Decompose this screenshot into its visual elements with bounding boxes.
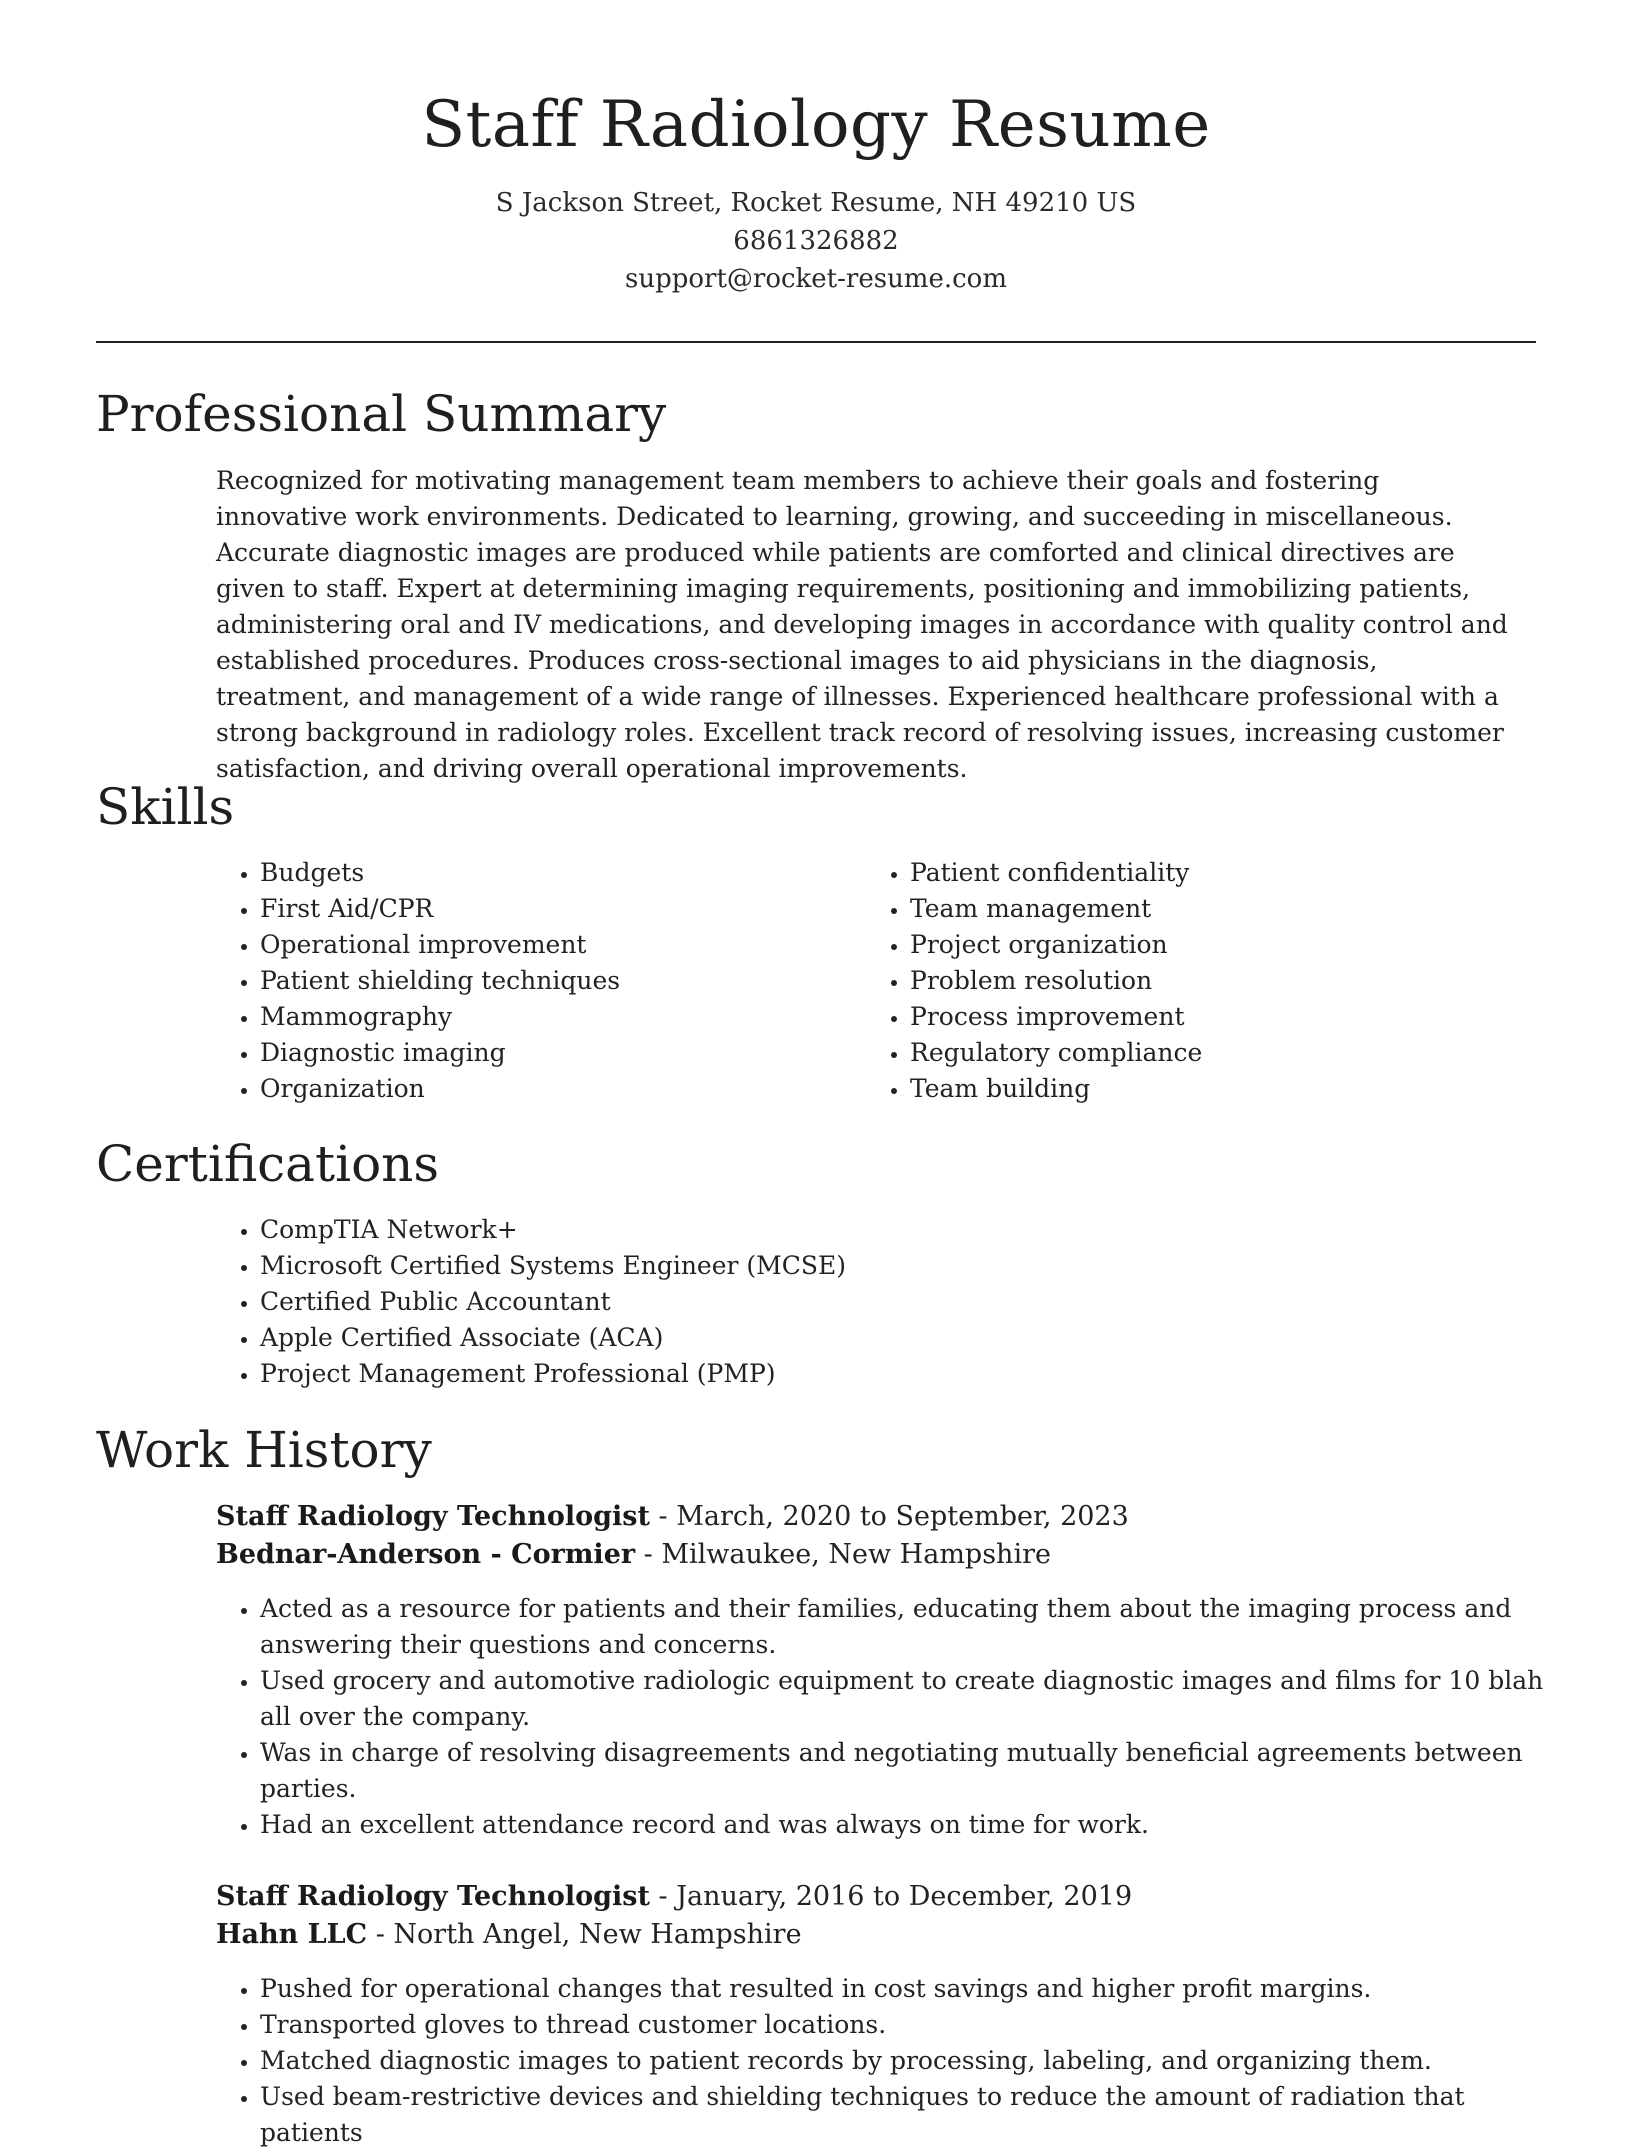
list-item: • Was in charge of resolving disagreements and negotiating mutually beneficial agreements between parties. — [260, 1735, 1560, 1807]
list-item: • Patient confidentiality — [910, 855, 1530, 891]
job-employer-line — [216, 1916, 802, 1954]
job-location: - North Angel, New Hampshire — [367, 1919, 802, 1950]
job-employer: Hahn LLC — [216, 1919, 368, 1950]
resume-header — [0, 80, 1632, 298]
list-item: • Budgets — [260, 855, 820, 891]
list-item: • Apple Certified Associate (ACA) — [260, 1320, 1560, 1356]
list-item: • Patient shielding techniques — [260, 963, 820, 999]
list-item: • Diagnostic imaging — [260, 1035, 820, 1071]
job-dates: - January, 2016 to December, 2019 — [649, 1881, 1133, 1912]
job-title-line — [216, 1498, 1129, 1536]
job-bullets — [216, 1591, 1560, 1843]
list-item: • Operational improvement — [260, 927, 820, 963]
list-item: • Project Management Professional (PMP) — [260, 1356, 1560, 1392]
skills-list-left — [216, 855, 820, 1107]
list-item: • Pushed for operational changes that resulted in cost savings and higher profit margins. — [260, 1971, 1560, 2007]
list-item: • Certified Public Accountant — [260, 1284, 1560, 1320]
job-title-line — [216, 1878, 1132, 1916]
skills-heading: Skills — [96, 778, 235, 836]
certifications-list — [216, 1212, 1560, 1392]
certifications-heading: Certifications — [96, 1135, 440, 1193]
list-item: • Project organization — [910, 927, 1530, 963]
email-text: support@rocket-resume.com — [624, 264, 1007, 294]
list-item: • Team management — [910, 891, 1530, 927]
list-item: • First Aid/CPR — [260, 891, 820, 927]
header-divider — [96, 341, 1536, 343]
list-item: • Used grocery and automotive radiologic equipment to create diagnostic images and films for 10 blah all over the company. — [260, 1663, 1560, 1735]
page-title: Staff Radiology Resume — [421, 88, 1211, 162]
list-item: • Process improvement — [910, 999, 1530, 1035]
summary-text: Recognized for motivating management team members to achieve their goals and fostering innovative work environments. Dedicated to learning, growing, and succeeding in miscellaneous. Accurate diagnostic images are produced while patients are comforted and clinical directives are given to staff. Expert at determining imaging requirements, positioning and immobilizing patients, administering oral and IV medications, and developing images in accordance with quality control and established procedures. Produces cross-sectional images to aid physicians in the diagnosis, treatment, and management of a wide range of illnesses. Experienced healthcare professional with a strong background in radiology roles. Excellent track record of resolving issues, increasing customer satisfaction, and driving overall operational improvements. — [216, 466, 1508, 783]
list-item: • Team building — [910, 1071, 1530, 1107]
list-item: • Transported gloves to thread customer locations. — [260, 2007, 1560, 2043]
job-title: Staff Radiology Technologist — [216, 1881, 650, 1912]
job-title: Staff Radiology Technologist — [216, 1501, 650, 1532]
job-location: - Milwaukee, New Hampshire — [635, 1539, 1051, 1570]
list-item: • Used beam-restrictive devices and shielding techniques to reduce the amount of radiation that patients — [260, 2079, 1560, 2151]
list-item: • Had an excellent attendance record and was always on time for work. — [260, 1807, 1560, 1843]
list-item: • Mammography — [260, 999, 820, 1035]
list-item: • CompTIA Network+ — [260, 1212, 1560, 1248]
work-history-heading: Work History — [96, 1421, 432, 1479]
list-item: • Matched diagnostic images to patient records by processing, labeling, and organizing them. — [260, 2043, 1560, 2079]
list-item: • Problem resolution — [910, 963, 1530, 999]
skills-list-right — [866, 855, 1530, 1107]
list-item: • Regulatory compliance — [910, 1035, 1530, 1071]
contact-info — [0, 184, 1632, 298]
address-text: S Jackson Street, Rocket Resume, NH 49210 US — [495, 188, 1137, 218]
job-employer-line — [216, 1536, 1051, 1574]
summary-heading: Professional Summary — [96, 385, 667, 443]
list-item: • Acted as a resource for patients and their families, educating them about the imaging process and answering their questions and concerns. — [260, 1591, 1560, 1663]
list-item: • Microsoft Certified Systems Engineer (MCSE) — [260, 1248, 1560, 1284]
list-item: • Organization — [260, 1071, 820, 1107]
phone-text: 6861326882 — [733, 226, 899, 256]
job-dates: - March, 2020 to September, 2023 — [649, 1501, 1129, 1532]
job-employer: Bednar-Anderson - Cormier — [216, 1539, 636, 1570]
job-bullets — [216, 1971, 1560, 2151]
